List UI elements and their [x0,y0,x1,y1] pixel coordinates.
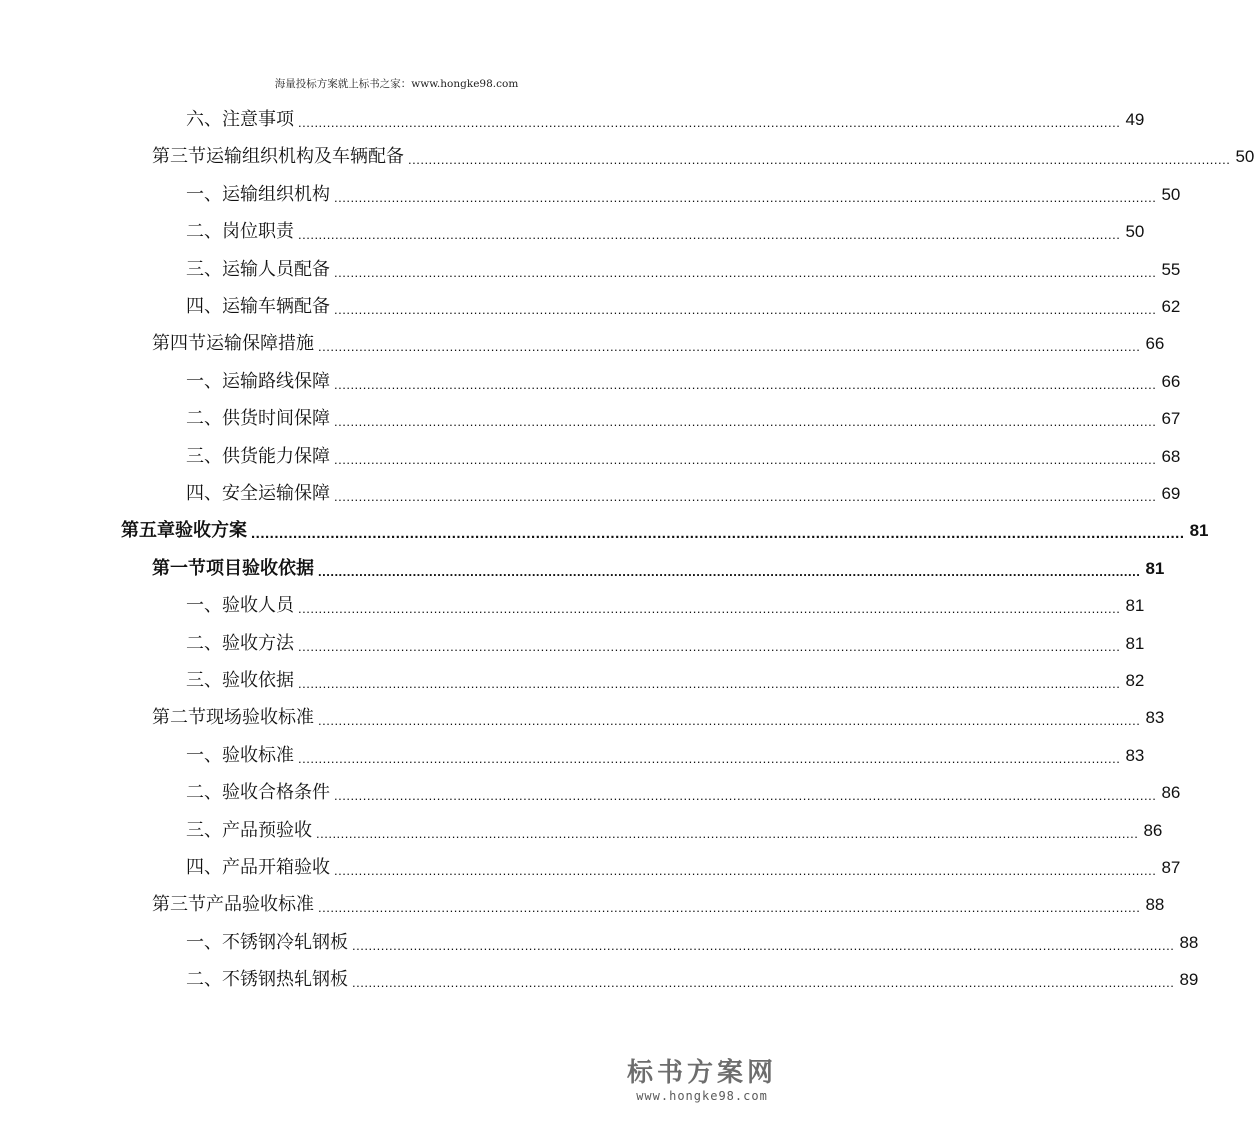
toc-entry-page: 82 [1125,671,1145,690]
toc-entry-title: 岗位职责 [222,221,294,243]
toc-leader-dots: ........................................................................................................................................................................................................ [298,676,1121,691]
toc-entry-title: 验收人员 [222,595,294,617]
toc-entry-page: 69 [1161,484,1181,503]
toc-entry[interactable] [186,293,1181,321]
toc-entry-number: 一、 [186,931,222,953]
toc-entry[interactable] [186,592,1145,620]
toc-entry-number: 二、 [186,632,222,654]
toc-entry[interactable] [152,704,1165,732]
toc-entry-number: 第四节 [152,333,206,355]
toc-entry-title: 运输保障措施 [206,333,314,355]
toc-entry[interactable] [152,891,1165,919]
toc-entry-number: 三、 [186,670,222,691]
toc-entry-page: 68 [1161,446,1181,466]
toc-entry[interactable] [186,256,1181,284]
toc-entry-number: 四、 [186,296,222,317]
toc-entry-number: 二、 [186,408,222,430]
toc-entry[interactable] [186,181,1181,209]
watermark-logo [627,1058,777,1104]
toc-entry-number: 第三节 [152,146,206,168]
toc-entry-number: 六、 [186,109,222,130]
toc-entry-title: 运输车辆配备 [222,296,330,317]
toc-entry-title: 不锈钢热轧钢板 [222,969,348,991]
toc-entry[interactable] [186,443,1181,471]
watermark-title: 标书方案网 [627,1058,778,1088]
toc-entry[interactable] [186,480,1181,508]
toc-entry-title: 运输人员配备 [222,258,330,280]
toc-leader-dots: ........................................................................................................................................................................................................ [318,339,1141,355]
toc-entry[interactable] [186,929,1199,957]
toc-entry-page: 83 [1125,745,1145,765]
toc-leader-dots: ........................................................................................................................................................................................................ [298,750,1121,766]
toc-entry-page: 81 [1125,633,1145,653]
toc-entry-page: 50 [1125,222,1145,242]
toc-entry-page: 50 [1235,147,1254,167]
toc-entry-number: 三、 [186,258,222,280]
toc-leader-dots: ........................................................................................................................................................................................................ [334,302,1157,317]
toc-entry-title: 验收合格条件 [222,782,330,804]
toc-entry-number: 三、 [186,819,222,841]
toc-entry[interactable] [186,817,1163,845]
toc-leader-dots: ........................................................................................................................................................................................................ [334,863,1157,878]
toc-entry[interactable] [186,966,1199,994]
toc-leader-dots: ........................................................................................................................................................................................................ [334,189,1157,205]
toc-entry-number: 二、 [186,221,222,243]
toc-entry[interactable] [186,854,1181,882]
toc-entry-page: 81 [1145,558,1165,578]
toc-leader-dots: ........................................................................................................................................................................................................ [352,937,1175,953]
toc-leader-dots: ........................................................................................................................................................................................................ [318,713,1141,729]
toc-entry-page: 86 [1161,783,1181,803]
toc-entry-page: 49 [1125,110,1145,129]
toc-entry-page: 86 [1143,820,1163,840]
toc-entry[interactable] [152,143,1254,171]
toc-entry-page: 81 [1189,521,1209,541]
toc-entry[interactable] [186,630,1145,658]
toc-entry-number: 一、 [186,744,222,766]
toc-entry-title: 产品验收标准 [206,894,314,916]
toc-entry-page: 55 [1161,259,1181,279]
toc-leader-dots: ........................................................................................................................................................................................................ [334,376,1157,392]
toc-entry-number: 第一节 [152,557,206,579]
toc-entry-title: 运输路线保障 [222,370,330,392]
toc-entry-title: 安全运输保障 [222,483,330,504]
toc-entry-page: 62 [1161,297,1181,316]
toc-leader-dots: ........................................................................................................................................................................................................ [316,825,1139,841]
toc-entry-title: 运输组织机构 [222,183,330,205]
toc-leader-dots: ........................................................................................................................................................................................................ [334,414,1157,430]
toc-entry-title: 运输组织机构及车辆配备 [206,146,404,168]
toc-leader-dots: ........................................................................................................................................................................................................ [334,264,1157,280]
toc-entry-title: 不锈钢冷轧钢板 [222,931,348,953]
toc-entry-title: 验收依据 [222,670,294,691]
toc-leader-dots: ........................................................................................................................................................................................................ [408,152,1231,168]
toc-leader-dots: ........................................................................................................................................................................................................ [298,638,1121,654]
toc-entry-title: 供货能力保障 [222,445,330,467]
toc-leader-dots: ........................................................................................................................................................................................................ [334,788,1157,804]
toc-entry[interactable] [186,742,1145,770]
toc-entry-number: 第三节 [152,894,206,916]
toc-leader-dots: ........................................................................................................................................................................................................ [298,227,1121,243]
toc-entry-number: 一、 [186,183,222,205]
toc-entry-page: 83 [1145,708,1165,728]
toc-leader-dots: ........................................................................................................................................................................................................ [352,975,1175,991]
toc-entry-number: 一、 [186,595,222,617]
toc-entry-number: 第二节 [152,707,206,729]
toc-entry[interactable] [152,330,1165,358]
toc-entry[interactable] [186,779,1181,807]
toc-leader-dots: ........................................................................................................................................................................................................ [334,489,1157,504]
toc-entry[interactable] [186,218,1145,246]
toc-entry-page: 81 [1125,596,1145,616]
toc-entry-number: 一、 [186,370,222,392]
toc-entry-page: 88 [1179,932,1199,952]
toc-leader-dots: ........................................................................................................................................................................................................ [298,115,1121,130]
toc-entry-page: 89 [1179,970,1199,990]
watermark-url: www.hongke98.com [636,1089,768,1103]
toc-entry-page: 66 [1145,334,1165,354]
toc-entry-title: 产品开箱验收 [222,857,330,878]
toc-entry[interactable] [186,667,1145,695]
toc-entry-number: 二、 [186,969,222,991]
toc-leader-dots: ........................................................................................................................................................................................................ [318,563,1141,579]
toc-entry-title: 注意事项 [222,109,294,130]
toc-leader-dots: ........................................................................................................................................................................................................ [334,451,1157,467]
toc-entry-title: 验收方法 [222,632,294,654]
toc-entry-page: 66 [1161,371,1181,391]
toc-entry-page: 67 [1161,409,1181,429]
toc-leader-dots: ........................................................................................................................................................................................................ [318,900,1141,916]
toc-entry[interactable] [186,368,1181,396]
toc-entry-number: 四、 [186,857,222,878]
toc-entry-title: 验收方案 [175,520,247,542]
toc-entry-title: 项目验收依据 [206,557,314,579]
toc-entry-title: 验收标准 [222,744,294,766]
toc-entry-page: 88 [1145,895,1165,915]
toc-leader-dots: ........................................................................................................................................................................................................ [251,525,1185,543]
toc-entry[interactable] [186,106,1145,134]
page-header: 海量投标方案就上标书之家：www.hongke98.com [274,78,519,90]
toc-entry-title: 现场验收标准 [206,707,314,729]
toc-entry[interactable] [186,405,1181,433]
toc-entry-number: 二、 [186,782,222,804]
toc-entry-page: 50 [1161,184,1181,204]
toc-entry-title: 产品预验收 [222,819,312,841]
toc-entry[interactable] [152,555,1165,583]
toc-entry-number: 四、 [186,483,222,504]
toc-leader-dots: ........................................................................................................................................................................................................ [298,601,1121,617]
toc-entry[interactable] [121,517,1209,545]
toc-entry-number: 三、 [186,445,222,467]
toc-entry-number: 第五章 [121,520,175,542]
toc-entry-page: 87 [1161,858,1181,877]
toc-entry-title: 供货时间保障 [222,408,330,430]
